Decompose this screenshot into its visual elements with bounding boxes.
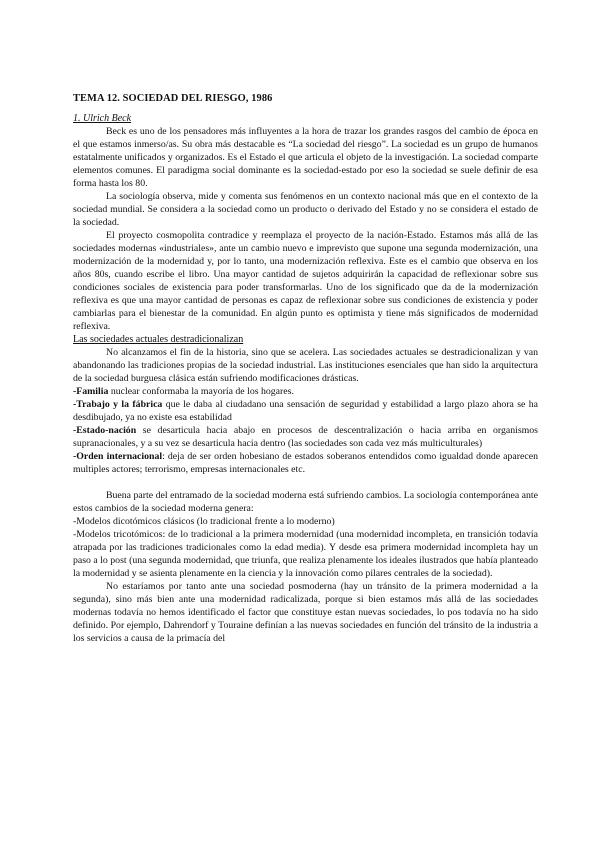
list-item-label: -Orden internacional [73, 451, 163, 462]
section-heading-beck: 1. Ulrich Beck [73, 113, 132, 124]
list-item-label: -Familia [73, 386, 109, 397]
list-item-familia [73, 385, 538, 398]
paragraph-5: Buena parte del entramado de la sociedad moderna está sufriendo cambios. La sociología contemporánea ante estos cambios de la sociedad moderna genera: [73, 490, 538, 514]
list-item-label: -Trabajo y la fábrica [73, 399, 163, 410]
paragraph-7: -Modelos tricotómicos: de lo tradicional a la primera modernidad (una modernidad incompleta, en transición todavía atrapada por las tradiciones tradicionales como la edad media). Y desde esa primera modernidad incompleta hay un paso a lo post (una segunda modernidad, que triunfa, que realiza plenamente los ideales ilustrados que había planteado la modernidad y se asienta plenamente en la ciencia y la innovación como pilares centrales de la sociedad). [73, 529, 538, 579]
list-item-text: se desarticula hacia abajo en procesos de descentralización o hacia arriba en organismos supranacionales, y a su vez se desarticula hacia dentro (las sociedades son cada vez más multiculturales) [73, 425, 538, 449]
list-item-text: que le daba al ciudadano una sensación de seguridad y estabilidad a largo plazo ahora se ha desdibujado, ya no existe esa estabilidad [73, 399, 538, 423]
paragraph-2: La sociología observa, mide y comenta sus fenómenos en un contexto nacional más que en el contexto de la sociedad mundial. Se considera a la sociedad como un producto o derivado del Estado y no se considera el estado de la sociedad. [73, 191, 538, 228]
list-item-label: -Estado-nación [73, 425, 137, 436]
list-item-text: nuclear conformaba la mayoría de los hogares. [108, 386, 294, 397]
paragraph-4: No alcanzamos el fin de la historia, sino que se acelera. Las sociedades actuales se destradicionalizan y van abandonando las tradiciones propias de la sociedad industrial. Las instituciones esenciales que han sido la arquitectura de la sociedad burguesa clásica están sufriendo modificaciones drásticas. [73, 347, 538, 384]
paragraph-3: El proyecto cosmopolita contradice y reemplaza el proyecto de la nación-Estado. Estamos más allá de las sociedades modernas «industriales», ante un cambio nuevo e imprevisto que supone una segunda modernización, una modernización de la modernidad y, por lo tanto, una modernización reflexiva. Este es el cambio que observa en los años 80s, cuando escribe el libro. Una mayor cantidad de sujetos adquirirán la capacidad de reflexionar sobre sus condiciones sociales de existencia para poder transformarlas. Uno de los significado que da de la modernización reflexiva es que una mayor cantidad de personas es capaz de reflexionar sobre sus condiciones de existencia y poder cambiarlas para el bienestar de la comunidad. En algún punto es optimista y tiene más significados de modernidad reflexiva. [73, 230, 538, 332]
paragraph-spacer [73, 476, 538, 489]
list-item-text: : deja de ser orden hobesiano de estados soberanos entendidos como igualdad donde aparecen multiples actores; terrorismo, empresas internacionales etc. [73, 451, 538, 475]
paragraph-1: Beck es uno de los pensadores más influyentes a la hora de trazar los grandes rasgos del cambio de época en el que estamos inmerso/as. Su obra más destacable es “La sociedad del riesgo”. La sociedad es un grupo de humanos estatalmente unificados y organizados. Es el Estado el que articula el objeto de la investigación. La sociedad comparte elementos comunes. El paradigma social dominante es la sociedad-estado por eso la sociedad se suele definir de esa forma hasta los 80. [73, 126, 538, 189]
paragraph-8: No estaríamos por tanto ante una sociedad posmoderna (hay un tránsito de la primera modernidad a la segunda), sino más bien ante una modernidad radicalizada, porque si bien estamos más allá de las sociedades modernas todavía no hemos identificado el factor que constituye estan nuevas sociedades, lo pos todavía no ha sido definido. Por ejemplo, Dahrendorf y Touraine definían a las nuevas sociedades en función del tránsito de la industria a los servicios a causa de la primacía del [73, 581, 538, 644]
list-item-estado-nacion [73, 424, 538, 450]
page-title: TEMA 12. SOCIEDAD DEL RIESGO, 1986 [73, 93, 273, 104]
list-item-orden-internacional [73, 450, 538, 476]
subheading-destradicionalizan: Las sociedades actuales destradicionalizan [73, 334, 244, 345]
list-item-trabajo [73, 398, 538, 424]
paragraph-6: -Modelos dicotómicos clásicos (lo tradicional frente a lo moderno) [73, 516, 335, 527]
